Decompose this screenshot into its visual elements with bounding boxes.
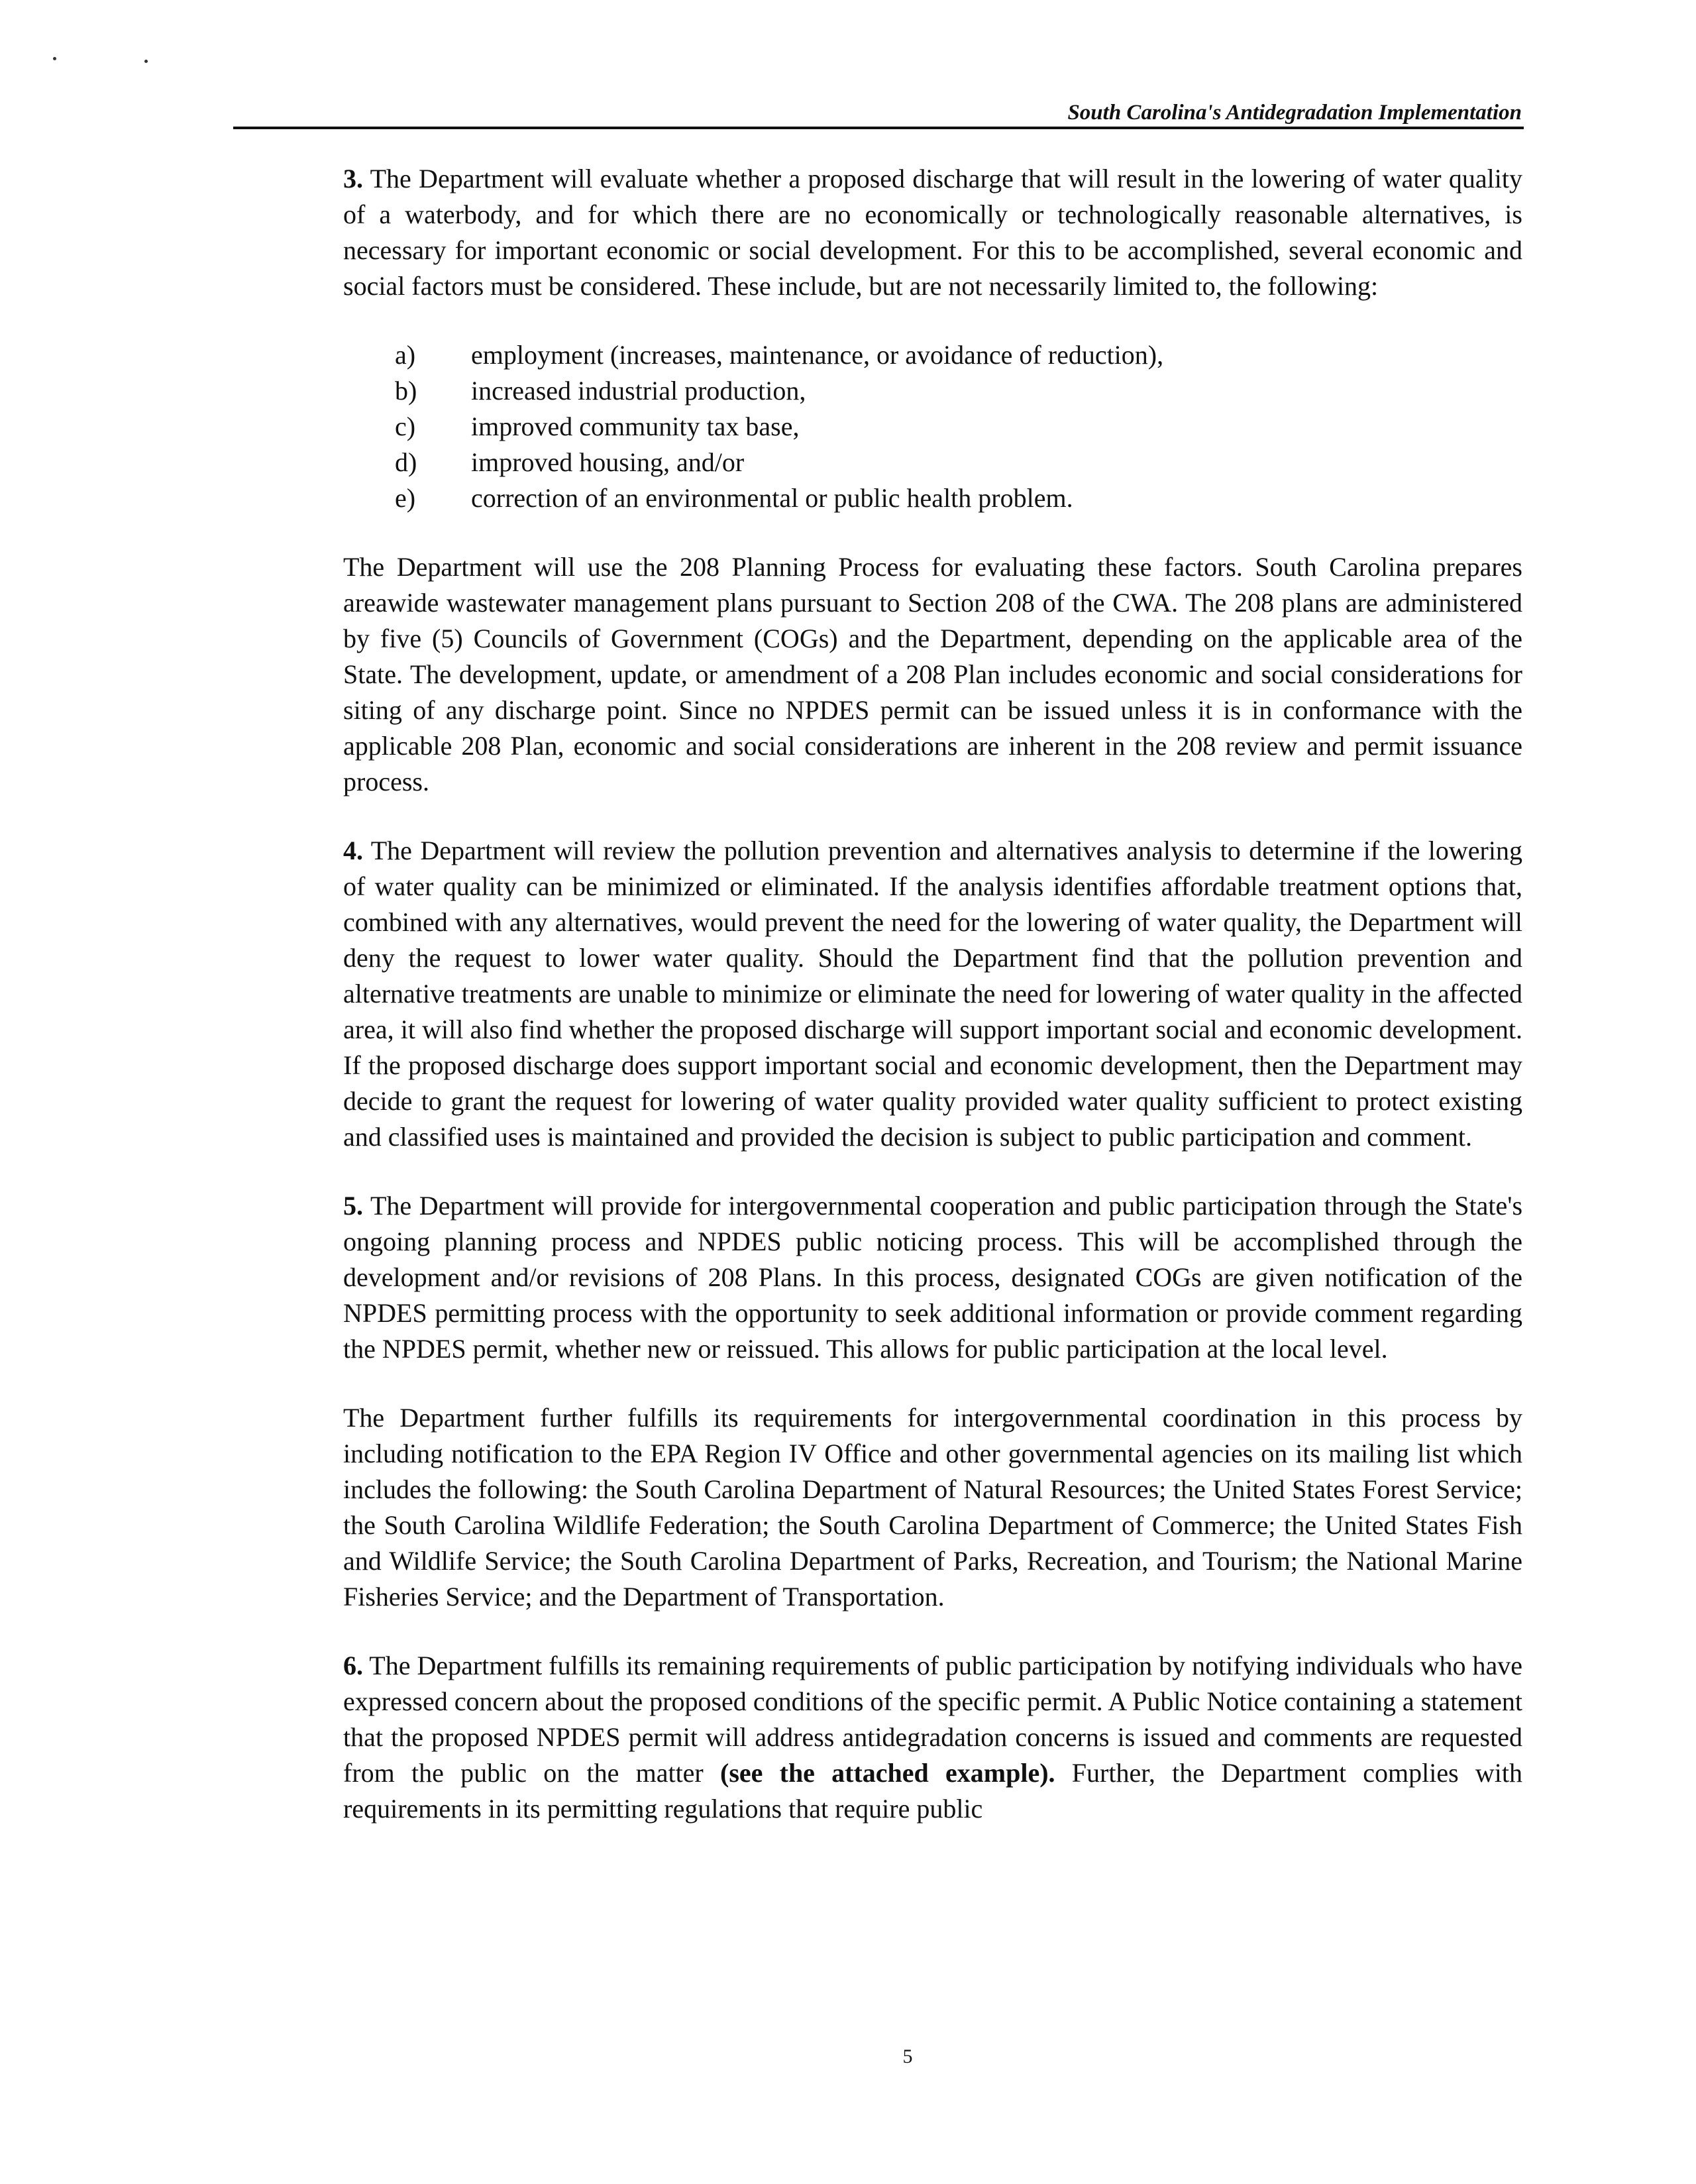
- list-item: [343, 445, 1522, 480]
- paragraph-text-continued: Further, the Department complies with requirements in its permitting regulations that require public: [343, 1758, 1523, 1824]
- list-item-text: correction of an environmental or public health problem.: [471, 483, 1073, 513]
- paragraph-4: [343, 833, 1522, 1155]
- list-marker: e): [395, 483, 416, 513]
- paragraph-text: The Department will provide for intergovernmental cooperation and public participation through the State's ongoing planning process and NPDES public noticing process. This will be accomplished through the development and/or revisions of 208 Plans. In this process, designated COGs are given notification of the NPDES permitting process with the opportunity to seek additional information or provide comment regarding the NPDES permit, whether new or reissued. This allows for public participation at the local level.: [343, 1191, 1523, 1364]
- list-marker: a): [395, 340, 416, 370]
- paragraph-text: The Department will review the pollution prevention and alternatives analysis to determine if the lowering of water quality can be minimized or eliminated. If the analysis identifies affordable treatment options that, combined with any alternatives, would prevent the need for the lowering of water quality, the Department will deny the request to lower water quality. Should the Department find that the pollution prevention and alternative treatments are unable to minimize or eliminate the need for lowering of water quality in the affected area, it will also find whether the proposed discharge will support important social and economic development. If the proposed discharge does support important social and economic development, then the Department may decide to grant the request for lowering of water quality provided water quality sufficient to protect existing and classified uses is maintained and provided the decision is subject to public participation and comment.: [343, 836, 1522, 1152]
- paragraph-number: 6.: [343, 1651, 363, 1680]
- list-item: [343, 409, 1522, 445]
- list-marker: b): [395, 376, 417, 406]
- list-marker: c): [395, 411, 416, 441]
- running-header: South Carolina's Antidegradation Implementation: [1067, 101, 1522, 125]
- list-item-text: improved housing, and/or: [471, 447, 745, 477]
- page-number: 5: [902, 2046, 913, 2067]
- list-item-text: improved community tax base,: [471, 411, 800, 441]
- paragraph-number: 4.: [343, 836, 363, 865]
- paragraph-6: [343, 1648, 1522, 1827]
- scan-speck: [53, 57, 56, 60]
- paragraph-intergovernmental: The Department further fulfills its requirements for intergovernmental coordination in this process by including notification to the EPA Region IV Office and other governmental agencies on its mailing list which includes the following: the South Carolina Department of Natural Resources; the United States Forest Service; the South Carolina Wildlife Federation; the South Carolina Department of Commerce; the United States Fish and Wildlife Service; the South Carolina Department of Parks, Recreation, and Tourism; the National Marine Fisheries Service; and the Department of Transportation.: [343, 1403, 1522, 1611]
- paragraph-3: [343, 161, 1522, 304]
- list-marker: d): [395, 447, 417, 477]
- list-item: [343, 337, 1522, 373]
- factor-list: [343, 337, 1522, 516]
- list-item-text: employment (increases, maintenance, or avoidance of reduction),: [471, 340, 1164, 370]
- attached-example-note: (see the attached example).: [720, 1758, 1055, 1788]
- paragraph-text: The Department will evaluate whether a proposed discharge that will result in the lowering of water quality of a waterbody, and for which there are no economically or technologically reasonable alternatives, is necessary for important economic or social development. For this to be accomplished, several economic and social factors must be considered. These include, but are not necessarily limited to, the following:: [343, 164, 1522, 301]
- paragraph-208-planning: The Department will use the 208 Planning Process for evaluating these factors. South Carolina prepares areawide wastewater management plans pursuant to Section 208 of the CWA. The 208 plans are administered by five (5) Councils of Government (COGs) and the Department, depending on the applicable area of the State. The development, update, or amendment of a 208 Plan includes economic and social considerations for siting of any discharge point. Since no NPDES permit can be issued unless it is in conformance with the applicable 208 Plan, economic and social considerations are inherent in the 208 review and permit issuance process.: [343, 552, 1522, 796]
- paragraph-number: 5.: [343, 1191, 363, 1221]
- paragraph-5: [343, 1188, 1522, 1367]
- list-item: [343, 480, 1522, 516]
- header-rule: [233, 127, 1524, 129]
- scan-speck: [144, 60, 148, 63]
- paragraph-number: 3.: [343, 164, 363, 193]
- list-item: [343, 373, 1522, 409]
- paragraph-text: The Department fulfills its remaining requirements of public participation by notifying individuals who have expressed concern about the proposed conditions of the specific permit. A Public Notice containing a statement that the proposed NPDES permit will address antidegradation concerns is issued and comments are requested from the public on the matter: [343, 1651, 1522, 1788]
- document-body: [343, 161, 1522, 1860]
- list-item-text: increased industrial production,: [471, 376, 806, 406]
